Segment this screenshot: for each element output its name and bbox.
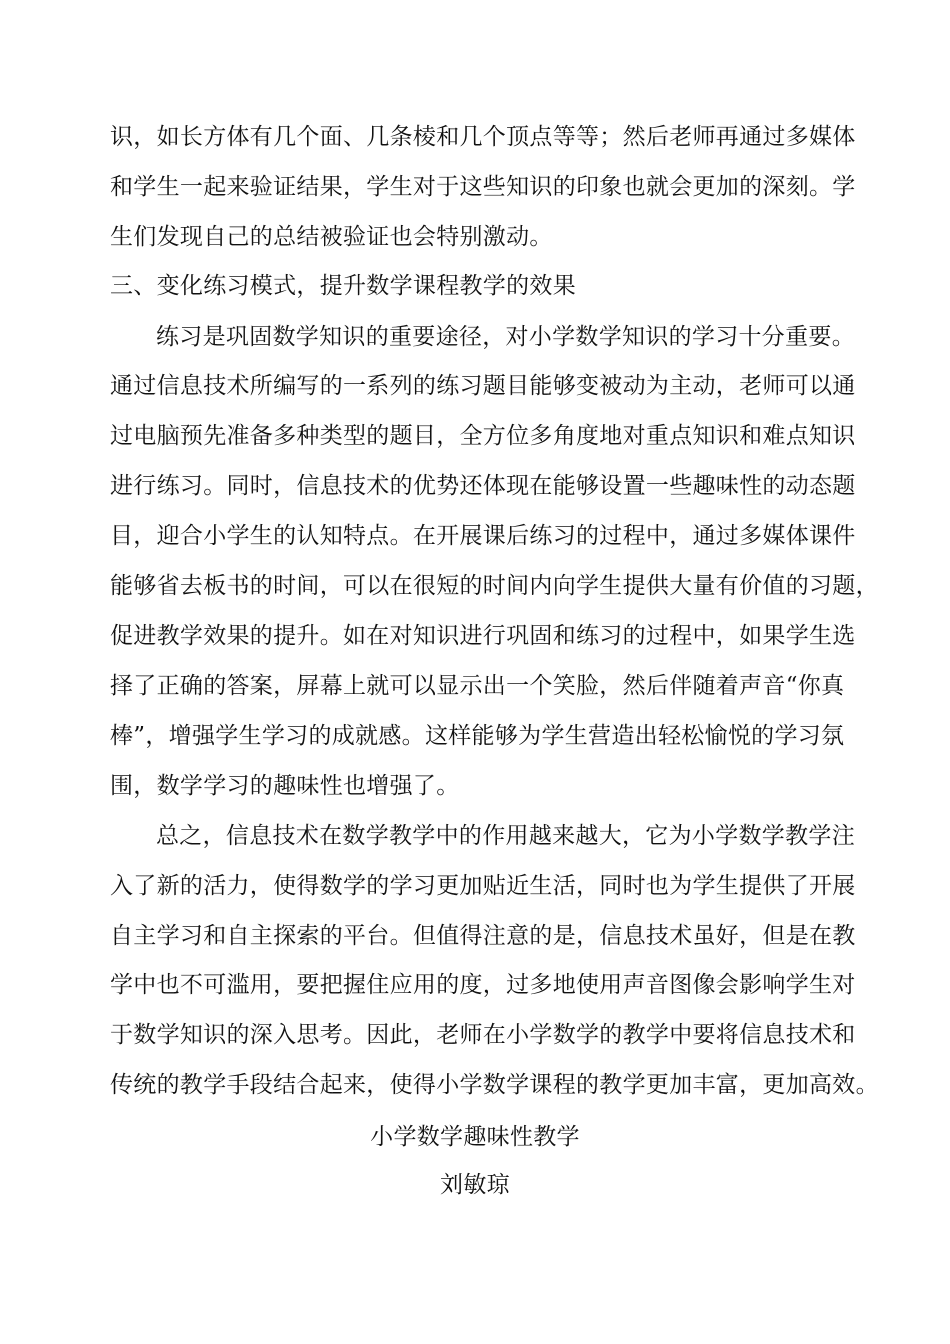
text-line: 自主学习和自主探索的平台。但值得注意的是，信息技术虽好，但是在教 xyxy=(110,923,856,949)
text-line: 生们发现自己的总结被验证也会特别激动。 xyxy=(110,224,553,250)
text-line: 和学生一起来验证结果，学生对于这些知识的印象也就会更加的深刻。学 xyxy=(110,174,856,200)
text-line: 通过信息技术所编写的一系列的练习题目能够变被动为主动，老师可以通 xyxy=(110,373,856,399)
section-heading: 三、变化练习模式，提升数学课程教学的效果 xyxy=(110,273,576,299)
text-line: 学中也不可滥用，要把握住应用的度，过多地使用声音图像会影响学生对 xyxy=(110,972,856,998)
text-line: 于数学知识的深入思考。因此，老师在小学数学的教学中要将信息技术和 xyxy=(110,1022,856,1048)
next-article-author: 刘敏琼 xyxy=(440,1172,510,1198)
text-line: 进行练习。同时，信息技术的优势还体现在能够设置一些趣味性的动态题 xyxy=(110,473,856,499)
paragraph-first-line: 练习是巩固数学知识的重要途径，对小学数学知识的学习十分重要。 xyxy=(156,324,855,350)
text-line: 识，如长方体有几个面、几条棱和几个顶点等等；然后老师再通过多媒体 xyxy=(110,124,856,150)
text-line: 择了正确的答案，屏幕上就可以显示出一个笑脸，然后伴随着声音“你真 xyxy=(110,673,845,699)
text-line: 目，迎合小学生的认知特点。在开展课后练习的过程中，通过多媒体课件 xyxy=(110,523,856,549)
text-line: 入了新的活力，使得数学的学习更加贴近生活，同时也为学生提供了开展 xyxy=(110,873,856,899)
text-line: 棒”，增强学生学习的成就感。这样能够为学生营造出轻松愉悦的学习氛 xyxy=(110,723,845,749)
text-line: 促进教学效果的提升。如在对知识进行巩固和练习的过程中，如果学生选 xyxy=(110,623,856,649)
next-article-title: 小学数学趣味性教学 xyxy=(370,1124,580,1150)
text-line: 能够省去板书的时间，可以在很短的时间内向学生提供大量有价值的习题， xyxy=(110,573,879,599)
text-line: 过电脑预先准备多种类型的题目，全方位多角度地对重点知识和难点知识 xyxy=(110,423,856,449)
text-line: 传统的教学手段结合起来，使得小学数学课程的教学更加丰富，更加高效。 xyxy=(110,1072,879,1098)
text-line: 围，数学学习的趣味性也增强了。 xyxy=(110,773,460,799)
paragraph-first-line: 总之，信息技术在数学教学中的作用越来越大，它为小学数学教学注 xyxy=(156,823,855,849)
